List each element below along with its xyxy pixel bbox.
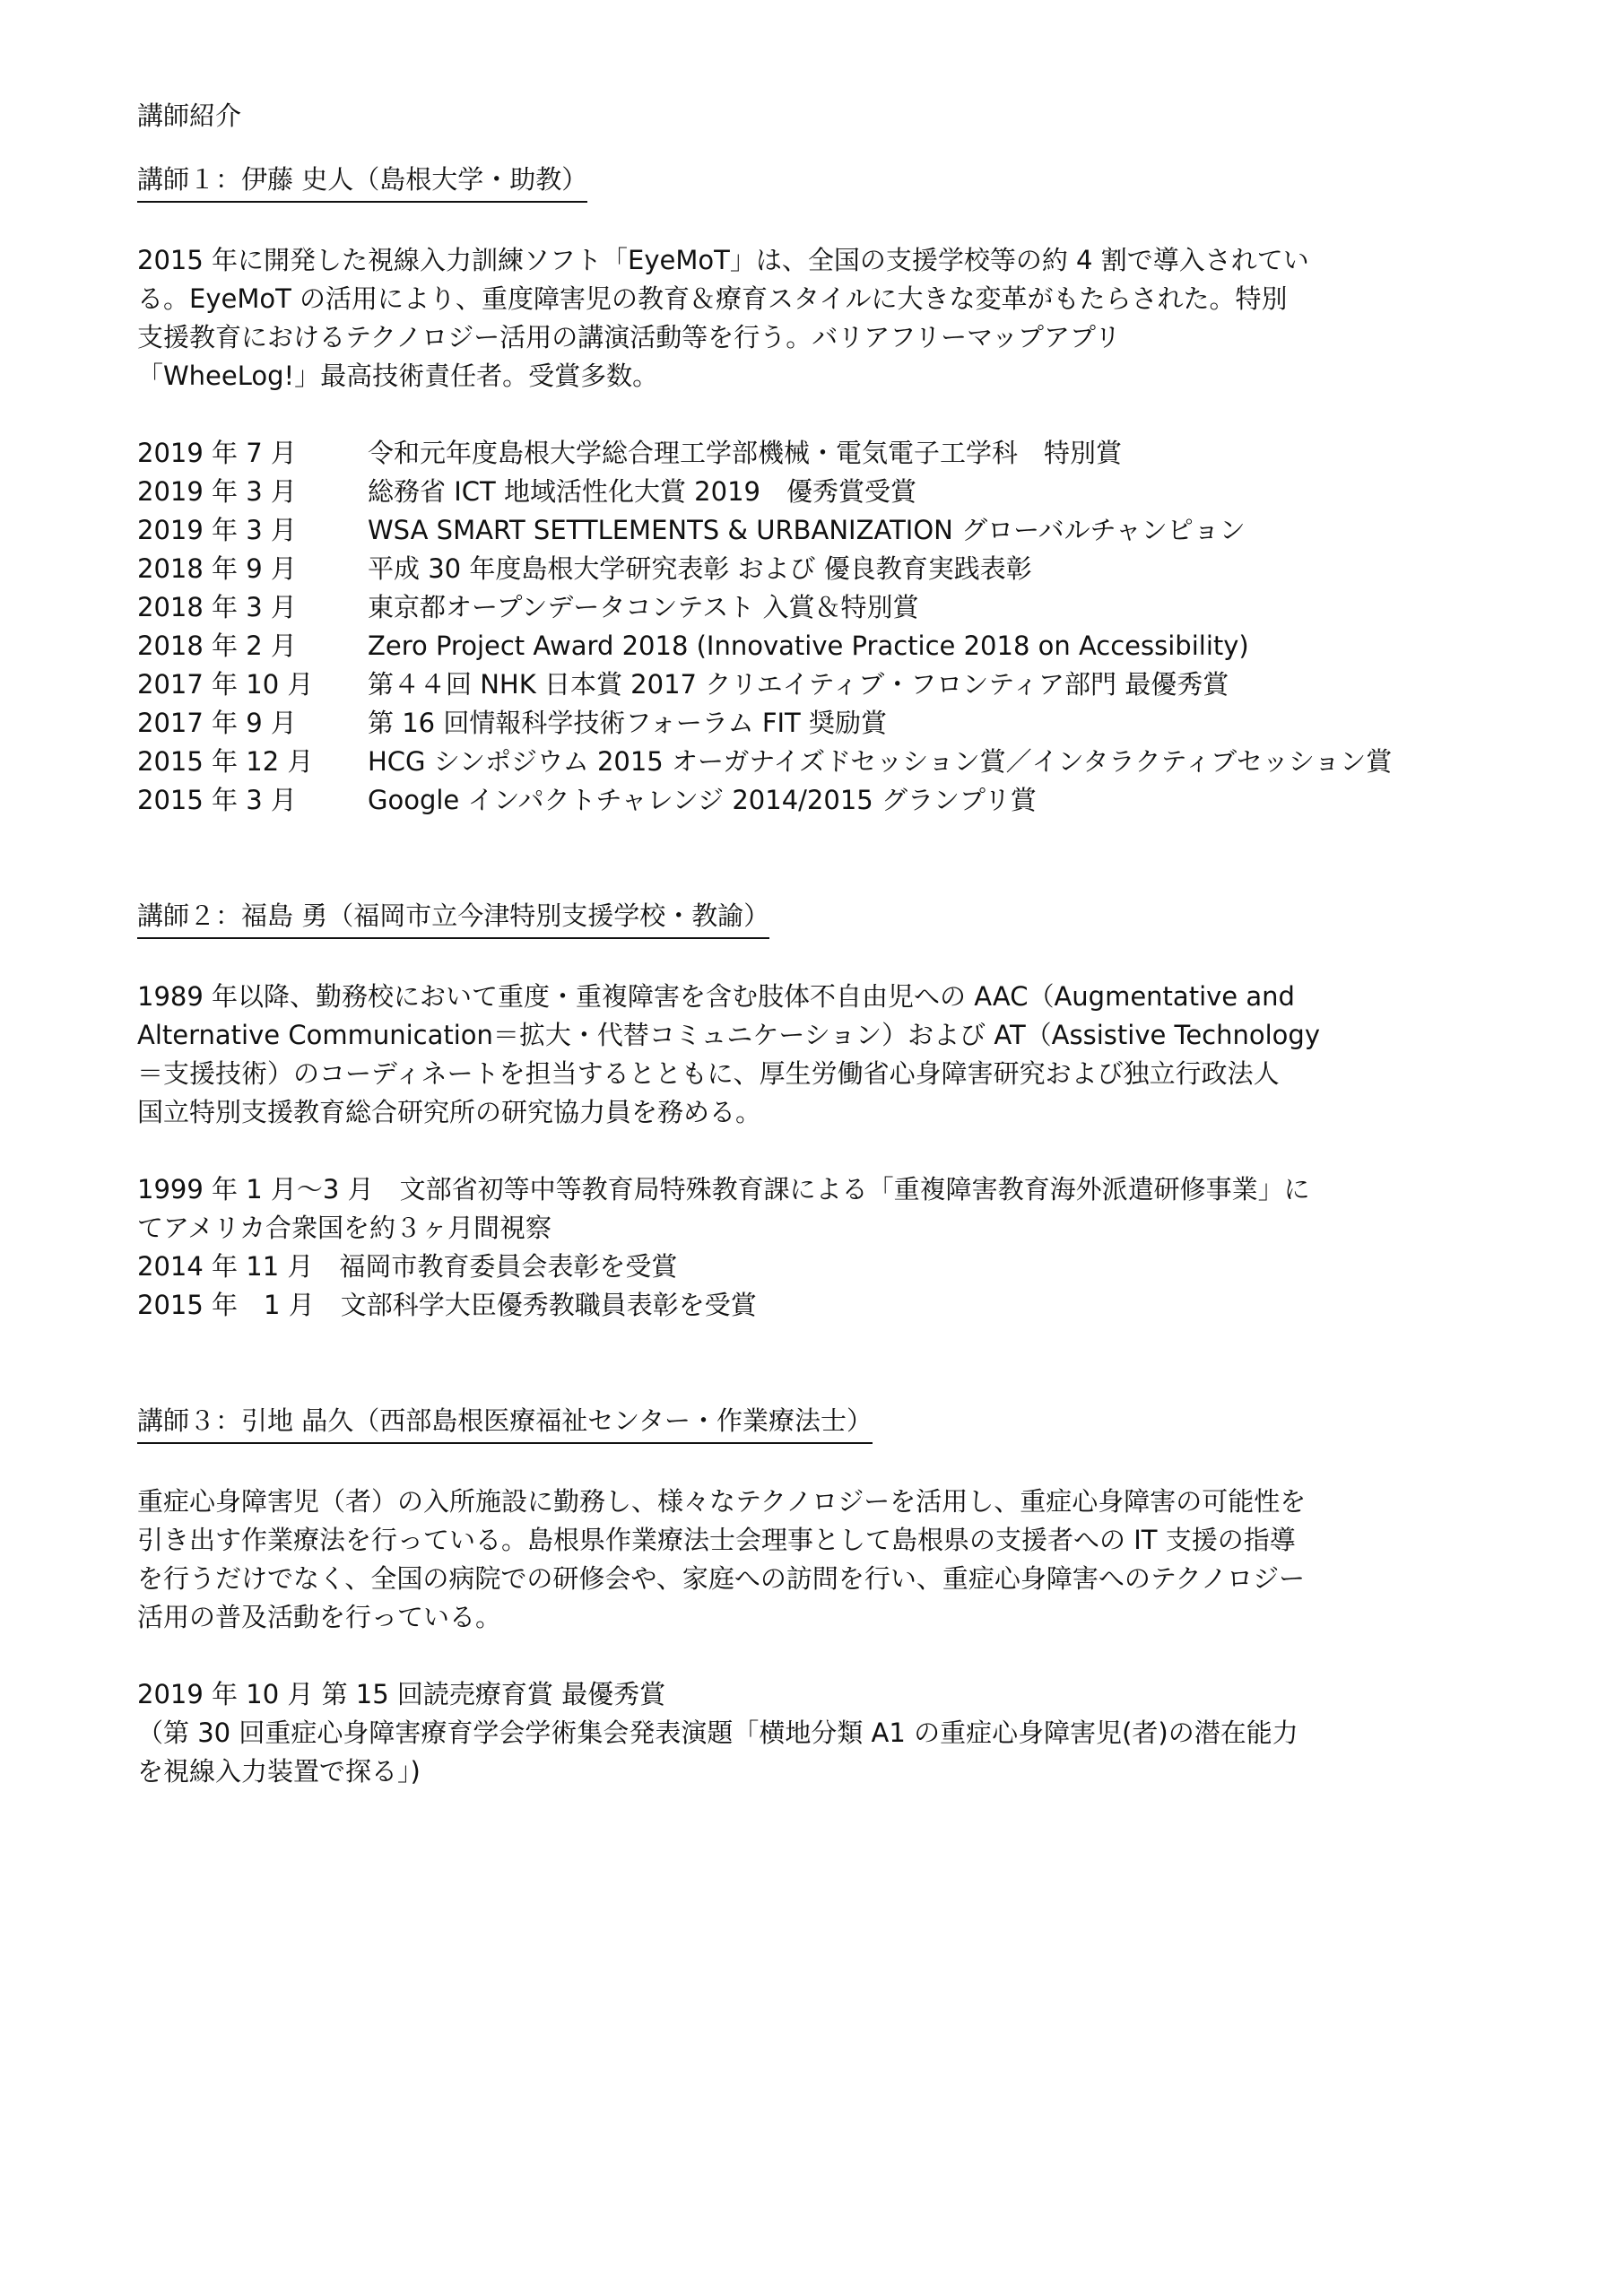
award-text: Zero Project Award 2018 (Innovative Practice 2018 on Accessibility) [368,631,1249,661]
lecturer-3-history [137,1675,1498,1791]
award-text: 令和元年度島根大学総合理工学部機械・電気電子工学科 特別賞 [368,438,1123,468]
lecturer-2-section [137,897,1498,1325]
bio-line: 重症心身障害児（者）の入所施設に勤務し、様々なテクノロジーを活用し、重症心身障害の可能性を [137,1486,1307,1517]
award-text: 総務省 ICT 地域活性化大賞 2019 優秀賞受賞 [368,476,916,507]
award-item [137,550,1498,588]
bio-line: Alternative Communication＝拡大・代替コミュニケーション）および AT（Assistive Technology [137,1020,1320,1050]
lecturer-2-heading: 講師２：福島 勇（福岡市立今津特別支援学校・教諭） [137,897,769,939]
award-item [137,781,1498,820]
history-line: てアメリカ合衆国を約３ヶ月間視察 [137,1213,551,1243]
award-item [137,511,1498,550]
award-text: 第 16 回情報科学技術フォーラム FIT 奨励賞 [368,708,887,738]
lecturer-1-award-list [137,434,1498,820]
bio-line: 「WheeLog!」最高技術責任者。受賞多数。 [137,361,659,391]
lecturer-1-heading: 講師１：伊藤 史人（島根大学・助教） [137,161,587,203]
award-item [137,704,1498,743]
history-line: （第 30 回重症心身障害療育学会学術集会発表演題「横地分類 A1 の重症心身障害児(者)の潜在能力 [137,1718,1298,1748]
award-text: Google インパクトチャレンジ 2014/2015 グランプリ賞 [368,785,1037,815]
lecturer-2-history [137,1170,1498,1325]
lecturer-1-section [137,161,1498,820]
award-text: HCG シンポジウム 2015 オーガナイズドセッション賞／インタラクティブセッション賞 [368,746,1393,777]
award-item [137,588,1498,627]
lecturer-2-bio [137,978,1498,1132]
award-date: 2015 年 12 月 [137,746,314,777]
history-line: 2019 年 10 月 第 15 回読売療育賞 最優秀賞 [137,1679,666,1709]
award-text: WSA SMART SETTLEMENTS & URBANIZATION グローバルチャンピョン [368,515,1246,545]
lecturer-3-heading: 講師３：引地 晶久（西部島根医療福祉センター・作業療法士） [137,1402,873,1444]
lecturer-1-bio [137,241,1498,396]
bio-line: 2015 年に開発した視線入力訓練ソフト「EyeMoT」は、全国の支援学校等の約 4 割で導入されてい [137,245,1309,275]
award-date: 2015 年 3 月 [137,785,297,815]
bio-line: る。EyeMoT の活用により、重度障害児の教育＆療育スタイルに大きな変革がもたらされた。特別 [137,283,1288,314]
award-date: 2018 年 3 月 [137,592,297,622]
award-item [137,473,1498,511]
award-text: 平成 30 年度島根大学研究表彰 および 優良教育実践表彰 [368,553,1032,584]
award-item [137,743,1498,781]
history-line: 2015 年 1 月 文部科学大臣優秀教職員表彰を受賞 [137,1290,757,1320]
bio-line: 1989 年以降、勤務校において重度・重複障害を含む肢体不自由児への AAC（Augmentative and [137,981,1295,1012]
history-line: 2014 年 11 月 福岡市教育委員会表彰を受賞 [137,1251,678,1282]
award-date: 2019 年 3 月 [137,476,297,507]
bio-line: を行うだけでなく、全国の病院での研修会や、家庭への訪問を行い、重症心身障害へのテクノロジー [137,1563,1306,1594]
award-text: 東京都オープンデータコンテスト 入賞＆特別賞 [368,592,919,622]
lecturer-3-section [137,1402,1498,1791]
award-date: 2018 年 9 月 [137,553,297,584]
award-date: 2017 年 10 月 [137,669,314,700]
award-item [137,434,1498,473]
award-date: 2018 年 2 月 [137,631,297,661]
award-date: 2019 年 7 月 [137,438,297,468]
history-line: を視線入力装置で探る」) [137,1756,421,1787]
bio-line: ＝支援技術）のコーディネートを担当するとともに、厚生労働省心身障害研究および独立行政法人 [137,1058,1280,1089]
lecturer-3-bio [137,1483,1498,1637]
bio-line: 支援教育におけるテクノロジー活用の講演活動等を行う。バリアフリーマップアプリ [137,322,1121,352]
bio-line: 活用の普及活動を行っている。 [137,1602,502,1632]
award-item [137,627,1498,665]
award-date: 2017 年 9 月 [137,708,297,738]
award-item [137,665,1498,704]
page-title: 講師紹介 [137,100,242,131]
history-line: 1999 年 1 月～3 月 文部省初等中等教育局特殊教育課による「重複障害教育海外派遣研修事業」に [137,1174,1310,1205]
award-text: 第４４回 NHK 日本賞 2017 クリエイティブ・フロンティア部門 最優秀賞 [368,669,1229,700]
bio-line: 国立特別支援教育総合研究所の研究協力員を務める。 [137,1097,762,1127]
award-date: 2019 年 3 月 [137,515,297,545]
bio-line: 引き出す作業療法を行っている。島根県作業療法士会理事として島根県の支援者への IT 支援の指導 [137,1525,1296,1555]
